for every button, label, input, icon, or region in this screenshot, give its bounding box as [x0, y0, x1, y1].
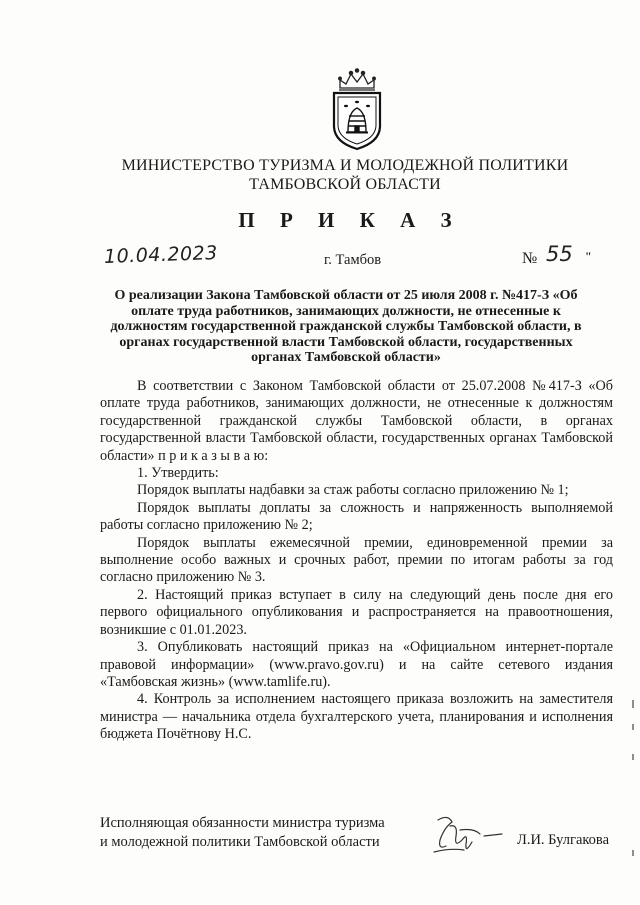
subject-line: должностям государственной гражданской службы Тамбовской области, в: [110, 319, 582, 334]
document-subject: [82, 288, 610, 366]
handwritten-signature: [430, 810, 506, 858]
ministry-name-line1: МИНИСТЕРСТВО ТУРИЗМА И МОЛОДЕЖНОЙ ПОЛИТИКИ: [121, 157, 569, 174]
signatory-title-line2: и молодежной политики Тамбовской области: [100, 833, 380, 850]
signatory-title-line1: Исполняющая обязанности министра туризма: [100, 815, 385, 831]
signatory-title: [100, 814, 385, 851]
item-2: 2. Настоящий приказ вступает в силу на следующий день после дня его первого официального опубликования и распространяется на правоотношения, возникшие с 01.01.2023.: [100, 586, 613, 638]
document-date: 10.04.2023: [103, 242, 219, 268]
item-1c: Порядок выплаты ежемесячной премии, единовременной премии за выполнение особо важных и срочных работ, премии по итогам работы за год согласно приложению № 3.: [100, 534, 613, 586]
document-type-title: П Р И К А З: [238, 208, 462, 232]
coat-of-arms-emblem: [326, 68, 388, 152]
ministry-name: [100, 156, 590, 194]
item-1a: Порядок выплаты надбавки за стаж работы согласно приложению № 1;: [137, 482, 569, 499]
document-city: г. Тамбов: [324, 252, 382, 268]
signatory-name: Л.И. Булгакова: [517, 832, 610, 848]
preamble-paragraph: В соответствии с Законом Тамбовской области от 25.07.2008 №417-З «Об оплате труда работников, занимающих должности, не отнесенные к должностям государственной гражданской службы Тамбовской области, в органах государственной власти Тамбовской области, государственных органах Тамбовской области» п р и к а з ы в а ю:: [100, 378, 613, 464]
subject-line: органах Тамбовской области»: [251, 350, 441, 365]
scan-edge-marks: [628, 700, 638, 860]
document-number-label: №: [522, 250, 538, 267]
ministry-name-line2: ТАМБОВСКОЙ ОБЛАСТИ: [249, 176, 441, 193]
item-3: 3. Опубликовать настоящий приказ на «Официальном интернет-портале правовой информации» (www.pravo.gov.ru) и на сайте сетевого издания «Тамбовская жизнь» (www.tamlife.ru).: [100, 639, 613, 690]
number-tick-mark: ": [585, 249, 592, 263]
subject-line: оплате труда работников, занимающих должности, не отнесенные к: [131, 303, 561, 319]
document-number: 55: [546, 242, 573, 266]
document-body: [100, 378, 613, 744]
item-4: 4. Контроль за исполнением настоящего приказа возложить на заместителя министра — начальника отдела бухгалтерского учета, планирования и исполнения бюджета Почётнову Н.С.: [100, 691, 613, 743]
subject-line: О реализации Закона Тамбовской области от 25 июля 2008 г. №417-З «Об: [114, 288, 578, 303]
item-1: 1. Утвердить:: [137, 465, 219, 482]
item-1b: Порядок выплаты доплаты за сложность и напряженность выполняемой работы согласно приложению № 2;: [100, 499, 613, 534]
subject-line: органах государственной власти Тамбовской области, государственных: [119, 334, 573, 350]
